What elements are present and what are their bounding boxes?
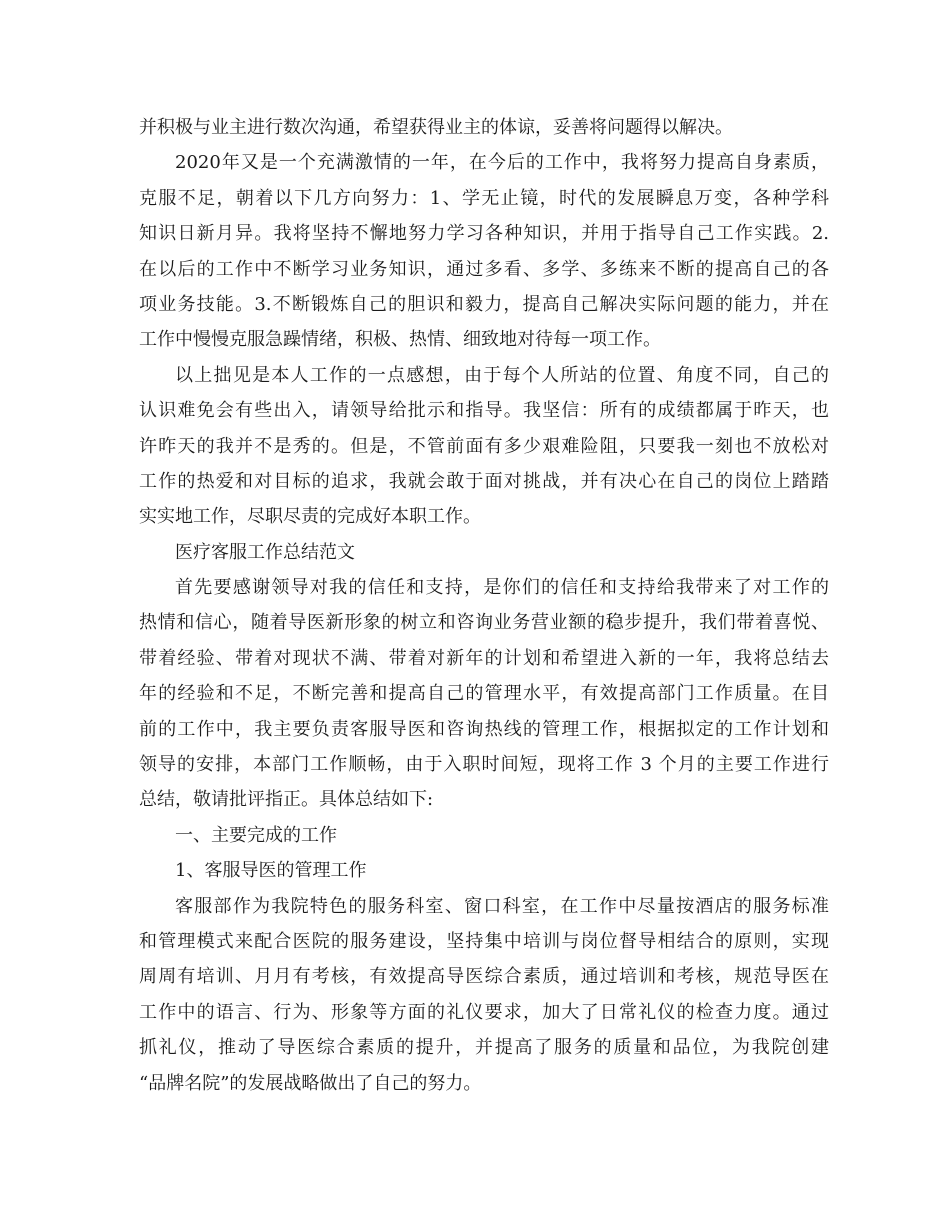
text-line: 在以后的工作中不断学习业务知识，通过多看、多学、多练来不断的提高自己的各	[139, 258, 829, 280]
text-line: 工作的热爱和对目标的追求，我就会敢于面对挑战，并有决心在自己的岗位上踏踏	[139, 470, 829, 492]
document-body	[139, 110, 829, 1101]
text-line: 客服部作为我院特色的服务科室、窗口科室，在工作中尽量按酒店的服务标准	[175, 895, 829, 917]
text-line: 热情和信心，随着导医新形象的树立和咨询业务营业额的稳步提升，我们带着喜悦、	[139, 612, 829, 634]
text-line: 许昨天的我并不是秀的。但是，不管前面有多少艰难险阻，只要我一刻也不放松对	[139, 435, 829, 457]
text-line: 一、主要完成的工作	[175, 824, 337, 846]
text-line: 医疗客服工作总结范文	[175, 541, 355, 563]
text-line: 领导的安排，本部门工作顺畅，由于入职时间短，现将工作 3 个月的主要工作进行	[139, 754, 829, 776]
text-line: 并积极与业主进行数次沟通，希望获得业主的体谅，妥善将问题得以解决。	[139, 117, 733, 138]
text-line: 认识难免会有些出入，请领导给批示和指导。我坚信：所有的成绩都属于昨天，也	[139, 400, 829, 422]
text-line: 1、客服导医的管理工作	[175, 860, 367, 882]
text-line: 和管理模式来配合医院的服务建设，坚持集中培训与岗位督导相结合的原则，实现	[139, 930, 829, 952]
text-line: 克服不足，朝着以下几方向努力：1、学无止镜，时代的发展瞬息万变，各种学科	[139, 187, 829, 209]
text-line: 项业务技能。3.不断锻炼自己的胆识和毅力，提高自己解决实际问题的能力，并在	[139, 293, 829, 315]
text-line: 以上拙见是本人工作的一点感想，由于每个人所站的位置、角度不同，自己的	[175, 364, 829, 386]
text-line: 2020年又是一个充满激情的一年，在今后的工作中，我将努力提高自身素质，	[175, 152, 829, 174]
text-line: 前的工作中，我主要负责客服导医和咨询热线的管理工作，根据拟定的工作计划和	[139, 718, 829, 740]
text-line: 工作中的语言、行为、形象等方面的礼仪要求，加大了日常礼仪的检查力度。通过	[139, 1001, 829, 1023]
text-line: 总结，敬请批评指正。具体总结如下:	[139, 789, 434, 811]
text-line: 知识日新月异。我将坚持不懈地努力学习各种知识，并用于指导自己工作实践。2.	[139, 223, 829, 245]
text-line: 周周有培训、月月有考核，有效提高导医综合素质，通过培训和考核，规范导医在	[139, 966, 829, 988]
text-line: 工作中慢慢克服急躁情绪，积极、热情、细致地对待每一项工作。	[139, 329, 661, 351]
text-line: 带着经验、带着对现状不满、带着对新年的计划和希望进入新的一年，我将总结去	[139, 647, 829, 669]
text-line: 年的经验和不足，不断完善和提高自己的管理水平，有效提高部门工作质量。在目	[139, 683, 829, 705]
text-line: 实实地工作，尽职尽责的完成好本职工作。	[139, 506, 481, 528]
text-line: 首先要感谢领导对我的信任和支持，是你们的信任和支持给我带来了对工作的	[175, 577, 829, 599]
text-line: 抓礼仪，推动了导医综合素质的提升，并提高了服务的质量和品位，为我院创建	[139, 1037, 829, 1059]
text-line: “品牌名院”的发展战略做出了自己的努力。	[139, 1072, 482, 1094]
